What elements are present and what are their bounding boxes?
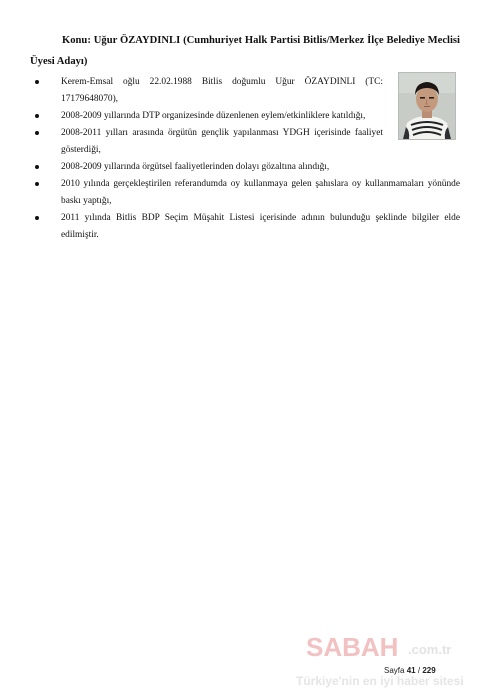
bullet-icon (35, 131, 39, 135)
page-separator: / (417, 666, 421, 675)
page-label: Sayfa (384, 666, 405, 675)
bullet-icon (35, 165, 39, 169)
watermark-tagline: Türkiye'nin en iyi haber sitesi (296, 674, 464, 688)
subject-heading (30, 30, 460, 72)
watermark-brand: SABAH (306, 632, 399, 662)
page-total: 229 (422, 666, 436, 675)
list-item: 2011 yılında Bitlis BDP Seçim Müşahit Listesi içerisinde adının bulunduğu şeklinde bilgiler elde edilmiştir. (30, 210, 460, 244)
bullet-icon (35, 80, 39, 84)
bullet-icon (35, 114, 39, 118)
list-item: 2008-2011 yılları arasında örgütün gençlik yapılanması YDGH içerisinde faaliyet gösterdiği, (30, 125, 460, 159)
watermark-domain: .com.tr (408, 642, 452, 657)
subject-text: Konu: Uğur ÖZAYDINLI (Cumhuriyet Halk Partisi Bitlis/Merkez İlçe Belediye Meclisi Üyesi Adayı) (30, 35, 460, 67)
bullet-icon (35, 216, 39, 220)
page-number (384, 666, 436, 675)
sabah-watermark (296, 632, 486, 692)
list-item: 2008-2009 yıllarında örgütsel faaliyetlerinden dolayı gözaltına alındığı, (30, 159, 460, 176)
bullet-icon (35, 182, 39, 186)
info-list (30, 74, 460, 244)
list-item: Kerem-Emsal oğlu 22.02.1988 Bitlis doğumlu Uğur ÖZAYDINLI (TC: 17179648070), (30, 74, 460, 108)
page-current: 41 (406, 666, 416, 675)
list-item: 2010 yılında gerçekleştirilen referandumda oy kullanmaya gelen şahıslara oy kullanmamaları yönünde baskı yaptığı, (30, 176, 460, 210)
list-item: 2008-2009 yıllarında DTP organizesinde düzenlenen eylem/etkinliklere katıldığı, (30, 108, 460, 125)
